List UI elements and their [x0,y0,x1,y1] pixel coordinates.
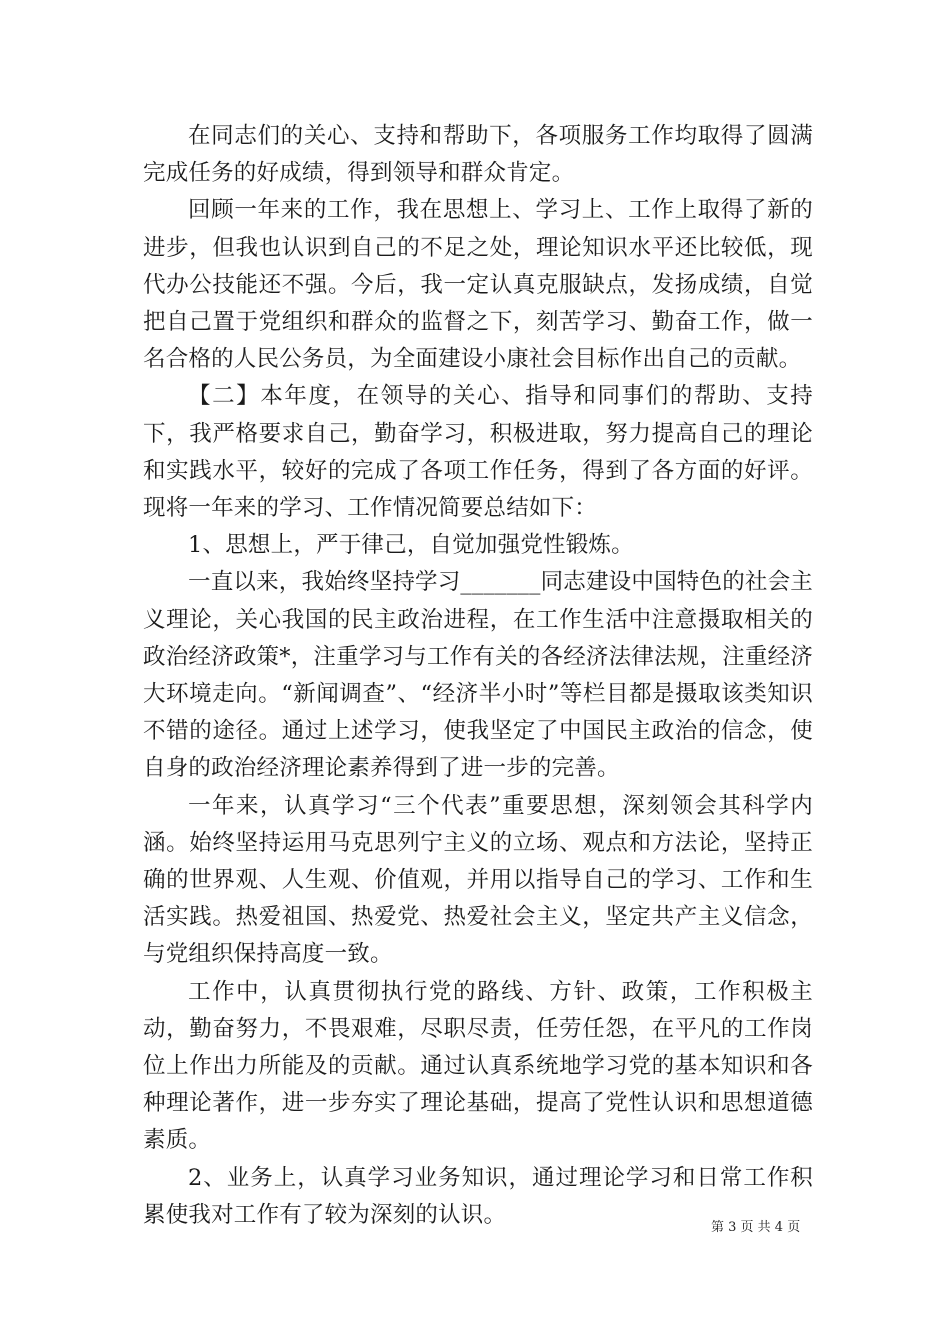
paragraph-1: 在同志们的关心、支持和帮助下，各项服务工作均取得了圆满完成任务的好成绩，得到领导和群众肯定。 [143,123,813,187]
page-number-footer: 第 3 页 共 4 页 [711,1220,801,1235]
paragraph-5: 一直以来，我始终坚持学习_______同志建设中国特色的社会主义理论，关心我国的民主政治进程，在工作生活中注意摄取相关的政治经济政策*，注重学习与工作有关的各经济法律法规，注重经济大环境走向。“新闻调查”、“经济半小时”等栏目都是摄取该类知识不错的途径。通过上述学习，使我坚定了中国民主政治的信念，使自身的政治经济理论素养得到了进一步的完善。 [143,569,813,782]
paragraph-4: 1、思想上，严于律己，自觉加强党性锻炼。 [188,532,634,559]
paragraph-8: 2、业务上，认真学习业务知识，通过理论学习和日常工作积累使我对工作有了较为深刻的认识。 [143,1164,813,1228]
paragraph-7: 工作中，认真贯彻执行党的路线、方针、政策，工作积极主动，勤奋努力，不畏艰难，尽职尽责，任劳任怨，在平凡的工作岗位上作出力所能及的贡献。通过认真系统地学习党的基本知识和各种理论著作，进一步夯实了理论基础，提高了党性认识和思想道德素质。 [143,978,813,1154]
paragraph-3: 【二】本年度，在领导的关心、指导和同事们的帮助、支持下，我严格要求自己，勤奋学习，积极进取，努力提高自己的理论和实践水平，较好的完成了各项工作任务，得到了各方面的好评。现将一年来的学习、工作情况简要总结如下： [143,383,813,522]
paragraph-6: 一年来，认真学习“三个代表”重要思想，深刻领会其科学内涵。始终坚持运用马克思列宁主义的立场、观点和方法论，坚持正确的世界观、人生观、价值观，并用以指导自己的学习、工作和生活实践。热爱祖国、热爱党、热爱社会主义，坚定共产主义信念，与党组织保持高度一致。 [143,792,813,968]
document-body [143,118,813,1234]
paragraph-2: 回顾一年来的工作，我在思想上、学习上、工作上取得了新的进步，但我也认识到自己的不足之处，理论知识水平还比较低，现代办公技能还不强。今后，我一定认真克服缺点，发扬成绩，自觉把自己置于党组织和群众的监督之下，刻苦学习、勤奋工作，做一名合格的人民公务员，为全面建设小康社会目标作出自己的贡献。 [143,197,813,373]
